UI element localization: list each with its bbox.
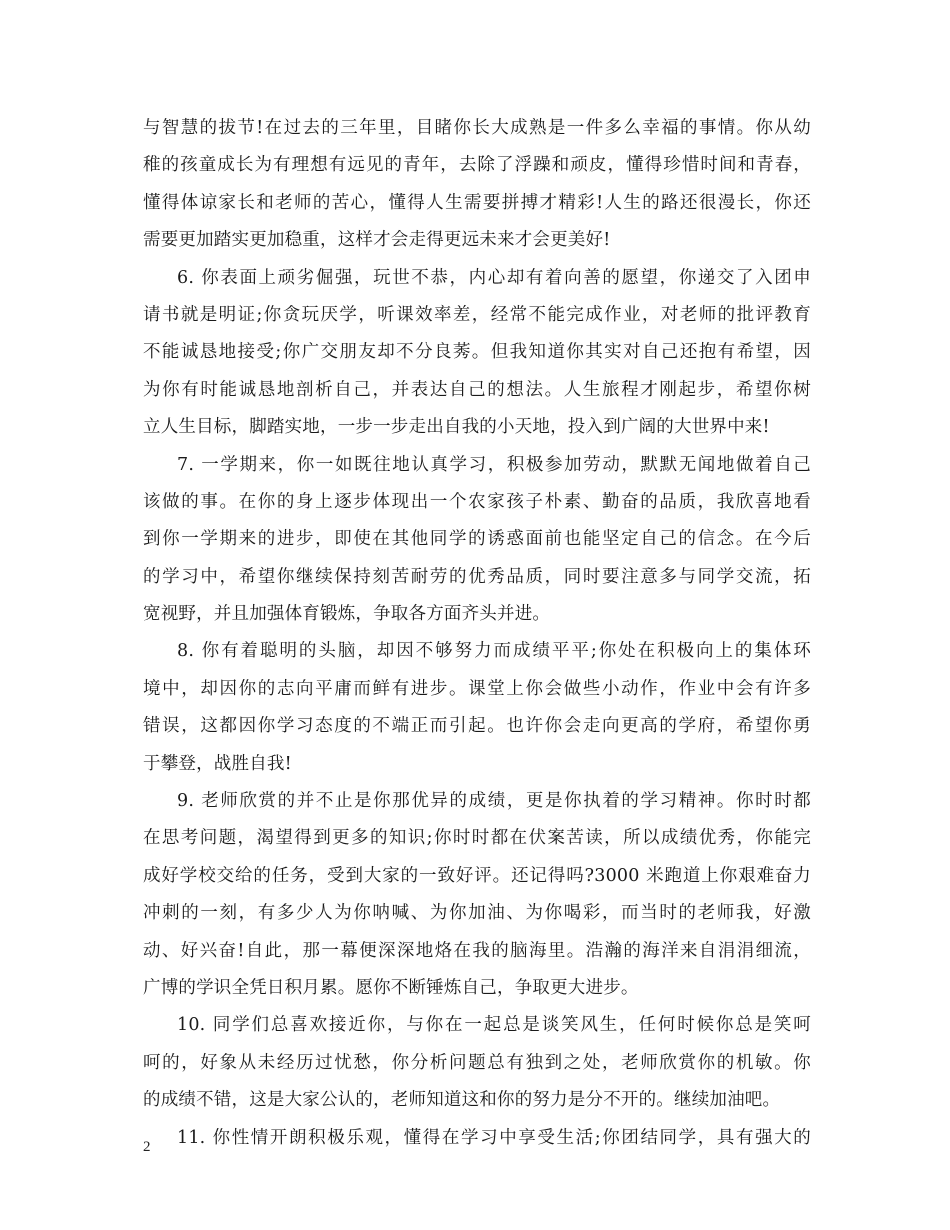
text-line: 动、好兴奋!自此，那一幕便深深地烙在我的脑海里。浩瀚的海洋来自涓涓细流， xyxy=(143,940,811,961)
text-line: 懂得体谅家长和老师的苦心，懂得人生需要拼搏才精彩!人生的路还很漫长，你还 xyxy=(143,192,811,213)
paragraph xyxy=(143,1007,811,1119)
text-line: 稚的孩童成长为有理想有远见的青年，去除了浮躁和顽皮，懂得珍惜时间和青春， xyxy=(143,155,811,176)
paragraph xyxy=(143,1120,811,1157)
text-line: 呵的，好象从未经历过忧愁，你分析问题总有独到之处，老师欣赏你的机敏。你 xyxy=(143,1052,811,1073)
text-line: 7. 一学期来，你一如既往地认真学习，积极参加劳动，默默无闻地做着自己 xyxy=(177,454,811,475)
text-line: 成好学校交给的任务，受到大家的一致好评。还记得吗?3000 米跑道上你艰难奋力 xyxy=(143,865,811,886)
text-line: 广博的学识全凭日积月累。愿你不断锤炼自己，争取更大进步。 xyxy=(143,977,639,998)
text-line: 为你有时能诚恳地剖析自己，并表达自己的想法。人生旅程才刚起步，希望你树 xyxy=(143,379,811,400)
text-line: 在思考问题，渴望得到更多的知识;你时时都在伏案苦读，所以成绩优秀，你能完 xyxy=(143,828,811,849)
text-line: 冲刺的一刻，有多少人为你呐喊、为你加油、为你喝彩，而当时的老师我，好激 xyxy=(143,903,811,924)
text-line: 的学习中，希望你继续保持刻苦耐劳的优秀品质，同时要注意多与同学交流，拓 xyxy=(143,566,811,587)
text-line: 境中，却因你的志向平庸而鲜有进步。课堂上你会做些小动作，作业中会有许多 xyxy=(143,678,811,699)
text-line: 10. 同学们总喜欢接近你，与你在一起总是谈笑风生，任何时候你总是笑呵 xyxy=(177,1015,811,1036)
paragraph xyxy=(143,260,811,447)
text-line: 的成绩不错，这是大家公认的，老师知道这和你的努力是分不开的。继续加油吧。 xyxy=(143,1090,781,1111)
text-line: 6. 你表面上顽劣倔强，玩世不恭，内心却有着向善的愿望，你递交了入团申 xyxy=(177,267,811,288)
text-line: 于攀登，战胜自我! xyxy=(143,753,292,774)
text-line: 错误，这都因你学习态度的不端正而引起。也许你会走向更高的学府，希望你勇 xyxy=(143,716,811,737)
paragraph xyxy=(143,110,811,260)
paragraph xyxy=(143,633,811,783)
text-line: 9. 老师欣赏的并不止是你那优异的成绩，更是你执着的学习精神。你时时都 xyxy=(177,791,811,812)
page-number: 2 xyxy=(143,1139,151,1155)
text-line: 宽视野，并且加强体育锻炼，争取各方面齐头并进。 xyxy=(143,604,551,625)
text-line: 请书就是明证;你贪玩厌学，听课效率差，经常不能完成作业，对老师的批评教育 xyxy=(143,304,811,325)
text-line: 与智慧的拔节!在过去的三年里，目睹你长大成熟是一件多么幸福的事情。你从幼 xyxy=(143,118,811,138)
document-body xyxy=(143,110,811,1157)
text-line: 11. 你性情开朗积极乐观，懂得在学习中享受生活;你团结同学，具有强大的 xyxy=(177,1127,811,1148)
paragraph xyxy=(143,447,811,634)
text-line: 立人生目标，脚踏实地，一步一步走出自我的小天地，投入到广阔的大世界中来! xyxy=(143,417,770,438)
paragraph xyxy=(143,783,811,1007)
text-line: 到你一学期来的进步，即使在其他同学的诱惑面前也能坚定自己的信念。在今后 xyxy=(143,529,811,550)
text-line: 该做的事。在你的身上逐步体现出一个农家孩子朴素、勤奋的品质，我欣喜地看 xyxy=(143,491,811,512)
text-line: 需要更加踏实更加稳重，这样才会走得更远未来才会更美好! xyxy=(143,230,611,251)
text-line: 8. 你有着聪明的头脑，却因不够努力而成绩平平;你处在积极向上的集体环 xyxy=(177,641,811,662)
text-line: 不能诚恳地接受;你广交朋友却不分良莠。但我知道你其实对自己还抱有希望，因 xyxy=(143,342,811,363)
